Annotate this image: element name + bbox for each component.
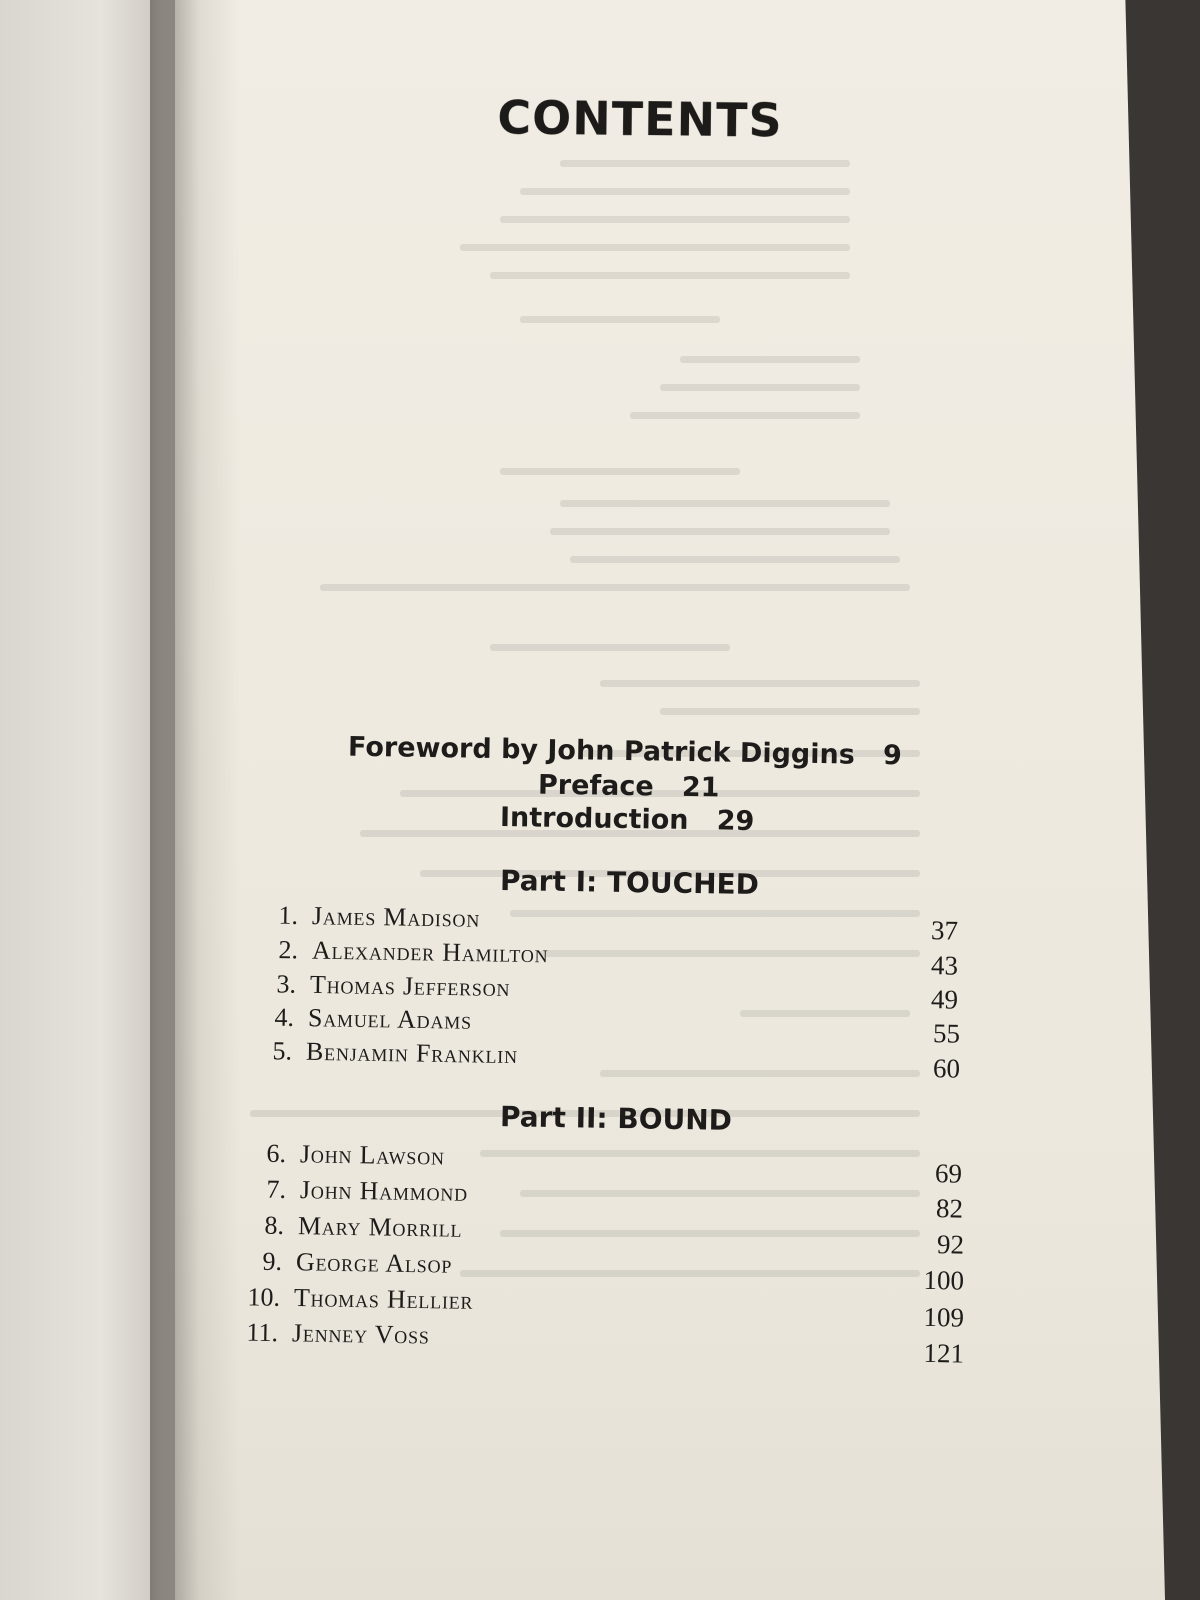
chapter-name: John Lawson	[299, 1139, 446, 1171]
chapter-number: 7.	[266, 1174, 287, 1204]
toc-chapter-entry	[236, 1246, 453, 1279]
preface-page: 21	[681, 771, 720, 804]
chapter-number: 5.	[272, 1036, 293, 1066]
foreword-label: Foreword by John Patrick Diggins	[347, 731, 856, 771]
chapter-page: 69	[934, 1158, 963, 1189]
toc-chapter-entry	[252, 935, 549, 970]
chapter-name: Benjamin Franklin	[305, 1036, 519, 1070]
chapter-page: 55	[932, 1018, 961, 1049]
chapter-name: George Alsop	[295, 1247, 453, 1279]
introduction-label: Introduction	[499, 802, 689, 836]
chapter-number: 3.	[276, 969, 297, 999]
chapter-page: 82	[935, 1193, 964, 1224]
chapter-page: 60	[932, 1053, 961, 1084]
foreword-page: 9	[882, 740, 903, 772]
toc-front-matter-preface	[538, 770, 720, 804]
chapter-page: 49	[930, 984, 959, 1015]
chapter-page: 121	[923, 1337, 965, 1369]
toc-chapter-entry	[240, 1138, 445, 1171]
chapter-number: 2.	[278, 935, 299, 965]
chapter-name: Thomas Hellier	[293, 1283, 474, 1315]
chapter-name: Alexander Hamilton	[311, 935, 549, 969]
chapter-name: James Madison	[311, 901, 481, 933]
chapter-page: 43	[930, 950, 959, 981]
chapter-name: Jenney Voss	[291, 1318, 430, 1350]
toc-chapter-entry	[250, 969, 511, 1003]
chapter-page: 100	[923, 1264, 965, 1296]
chapter-name: Mary Morrill	[297, 1211, 463, 1243]
chapter-number: 4.	[274, 1002, 295, 1032]
preface-label: Preface	[537, 769, 654, 803]
toc-chapter-entry	[246, 1036, 518, 1070]
book-gutter	[150, 0, 240, 1600]
chapter-number: 8.	[264, 1210, 285, 1240]
toc-chapter-entry	[232, 1317, 430, 1350]
chapter-name: John Hammond	[299, 1175, 469, 1207]
toc-chapter-entry	[234, 1282, 474, 1316]
toc-chapter-entry	[248, 1002, 472, 1036]
part-heading: Part I: TOUCHED	[499, 863, 760, 902]
chapter-number: 9.	[262, 1246, 283, 1277]
chapter-number: 10.	[247, 1282, 281, 1312]
toc-chapter-entry	[252, 900, 481, 934]
contents-title: CONTENTS	[497, 90, 783, 148]
toc-front-matter-introduction	[500, 802, 755, 837]
chapter-name: Thomas Jefferson	[309, 969, 511, 1003]
part-heading: Part II: BOUND	[499, 1100, 733, 1137]
chapter-number: 1.	[278, 900, 299, 930]
chapter-name: Samuel Adams	[307, 1003, 473, 1035]
chapter-number: 6.	[266, 1138, 287, 1169]
chapter-page: 37	[930, 915, 959, 946]
chapter-page: 92	[936, 1229, 965, 1260]
toc-chapter-entry	[240, 1174, 468, 1208]
chapter-page: 109	[923, 1301, 965, 1333]
chapter-number: 11.	[246, 1317, 279, 1348]
introduction-page: 29	[716, 805, 755, 837]
toc-chapter-entry	[238, 1210, 463, 1244]
